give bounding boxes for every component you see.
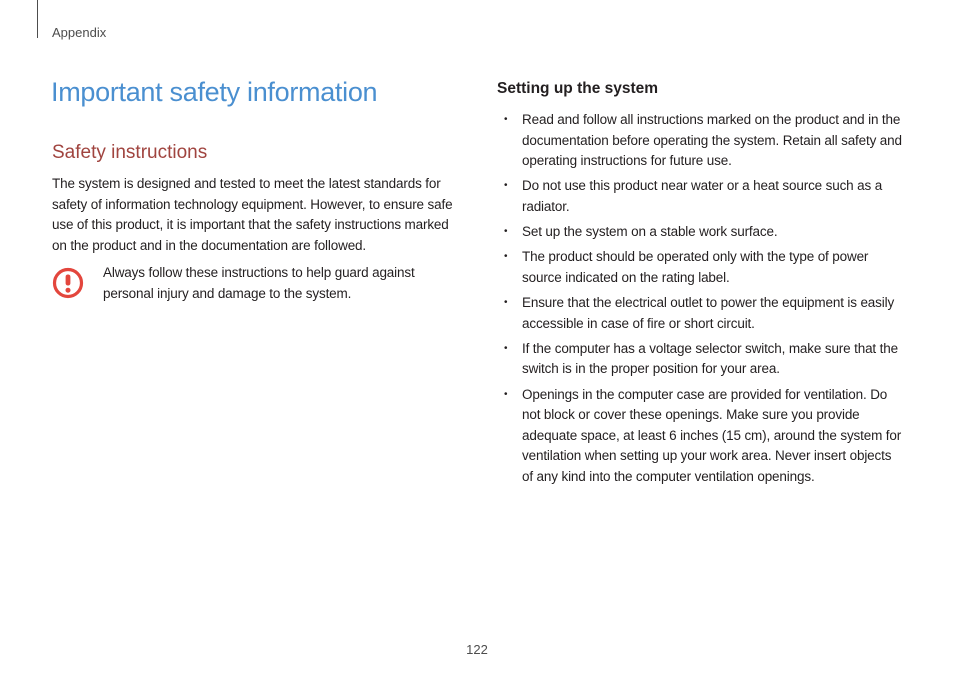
header-rule bbox=[37, 0, 38, 38]
bullet-glyph: • bbox=[504, 180, 508, 192]
bullet-text: The product should be operated only with the type of power source indicated on the rating label. bbox=[522, 249, 869, 285]
section-title: Safety instructions bbox=[52, 142, 208, 163]
bullet-text: If the computer has a voltage selector switch, make sure that the switch is in the proper position for your area. bbox=[522, 340, 898, 377]
header-section-label: Appendix bbox=[52, 25, 107, 40]
page-number: 122 bbox=[466, 642, 488, 657]
bullet-text: Set up the system on a stable work surface. bbox=[522, 224, 778, 240]
bullet-glyph: • bbox=[504, 388, 508, 400]
caution-icon bbox=[52, 267, 84, 299]
bullet-item bbox=[504, 176, 902, 217]
bullet-item bbox=[504, 222, 902, 243]
bullet-item bbox=[504, 110, 902, 172]
page-title: Important safety information bbox=[51, 77, 378, 107]
bullet-item bbox=[504, 247, 902, 288]
bullet-text: Openings in the computer case are provided for ventilation. Do not block or cover these openings. Make sure you provide adequate space, at least 6 inches (15 cm), around the system for ventilation when setting up your work area. Never insert objects of any kind into the computer ventilation openings. bbox=[522, 386, 902, 484]
intro-paragraph: The system is designed and tested to meet the latest standards for safety of information technology equipment. However, to ensure safe use of this product, it is important that the safety instructions marked on the product and in the documentation are followed. bbox=[52, 176, 453, 253]
bullet-item bbox=[504, 339, 902, 380]
setup-bullet-list bbox=[504, 110, 902, 492]
bullet-item bbox=[504, 293, 902, 334]
bullet-item bbox=[504, 385, 902, 488]
bullet-glyph: • bbox=[504, 342, 508, 354]
bullet-text: Read and follow all instructions marked on the product and in the documentation before operating the system. Retain all safety and operating instructions for future use. bbox=[522, 112, 902, 168]
bullet-text: Ensure that the electrical outlet to power the equipment is easily accessible in case of fire or short circuit. bbox=[522, 295, 895, 331]
bullet-glyph: • bbox=[504, 226, 508, 238]
setup-heading: Setting up the system bbox=[497, 80, 659, 97]
bullet-glyph: • bbox=[504, 297, 508, 309]
bullet-text: Do not use this product near water or a heat source such as a radiator. bbox=[522, 178, 883, 214]
bullet-glyph: • bbox=[504, 114, 508, 125]
caution-text: Always follow these instructions to help guard against personal injury and damage to the system. bbox=[103, 265, 415, 301]
bullet-glyph: • bbox=[504, 251, 508, 263]
